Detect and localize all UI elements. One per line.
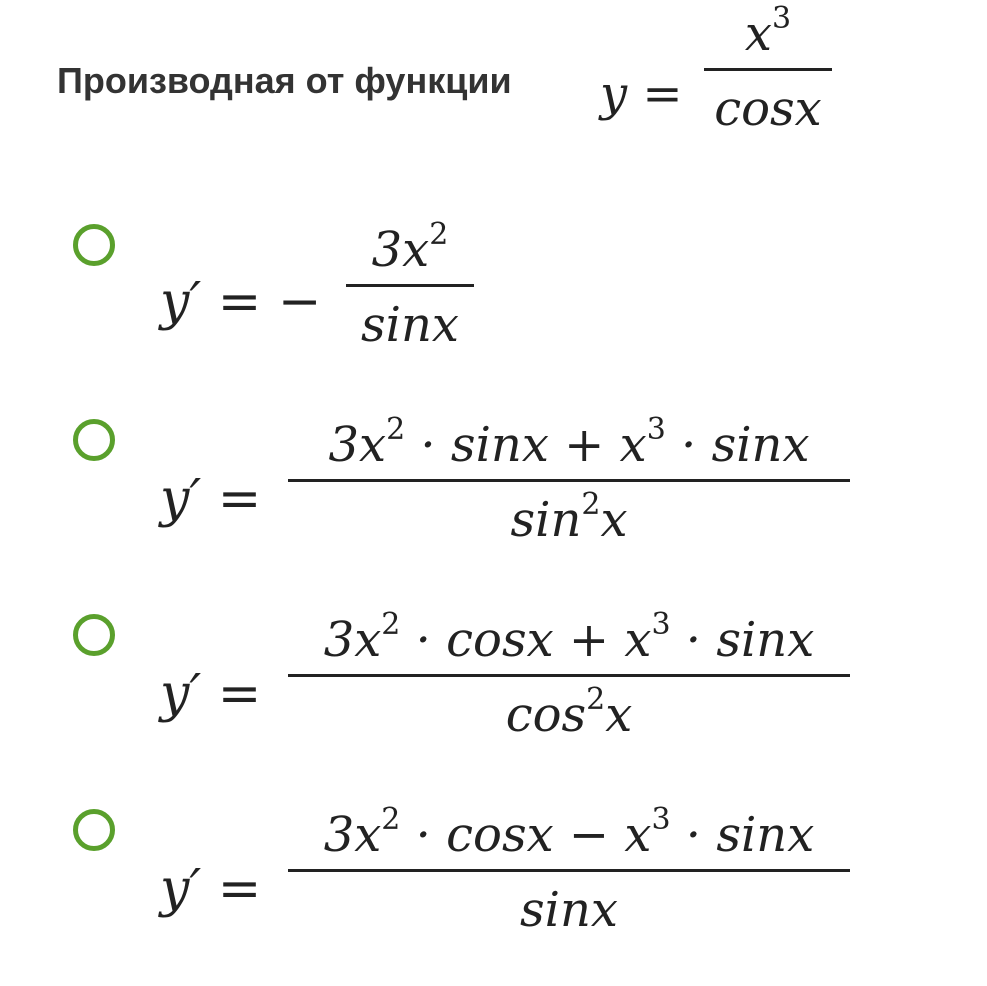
option-4-num-d: · sinx (670, 807, 815, 863)
option-4-lhs: y′ = (160, 859, 262, 919)
question-text: Производная от функции (57, 60, 512, 101)
option-4-num-a-exp: 2 (381, 802, 401, 837)
option-3-lhs: y′ = (160, 664, 262, 724)
option-2-denominator (510, 487, 628, 548)
option-2-num-a: 3x (328, 417, 387, 473)
option-3-denominator (505, 682, 633, 743)
question-function-fraction (704, 1, 832, 137)
option-3-num-d: · sinx (670, 612, 815, 668)
option-2-num-a-exp: 2 (386, 412, 406, 447)
option-1-fraction (346, 217, 474, 353)
question-numerator (744, 1, 792, 62)
option-3-numerator (323, 607, 815, 668)
option-3-fraction-bar (288, 674, 850, 677)
option-2-num-d: · sinx (665, 417, 810, 473)
option-4-num-c-exp: 3 (651, 802, 671, 837)
option-1-fraction-bar (346, 284, 474, 287)
radio-button-option-1[interactable] (73, 224, 115, 266)
question-numerator-exp: 3 (771, 1, 792, 36)
option-2-num-b: · sinx + x (405, 417, 647, 473)
option-4-den: sinx (520, 882, 618, 938)
option-4-numerator (323, 802, 815, 863)
option-3-num-a-exp: 2 (381, 607, 401, 642)
option-3-den-exp: 2 (586, 682, 606, 717)
option-4-num-a: 3x (323, 807, 382, 863)
option-2-numerator (328, 412, 810, 473)
option-1-denominator (361, 297, 459, 353)
radio-button-option-3[interactable] (73, 614, 115, 656)
option-1-numerator (371, 217, 449, 278)
option-1-num-term: 3x (371, 222, 430, 278)
option-3-den-tail: x (605, 687, 633, 743)
question-header (0, 0, 987, 180)
radio-button-option-2[interactable] (73, 419, 115, 461)
option-1-num-exp: 2 (429, 217, 449, 252)
option-3-fraction (288, 607, 850, 743)
option-2-num-c-exp: 3 (646, 412, 666, 447)
option-2-den-exp: 2 (581, 487, 601, 522)
option-2-den: sin (510, 492, 582, 548)
option-4-denominator (520, 882, 618, 938)
option-1-den-term: sinx (361, 297, 459, 353)
option-2-den-tail: x (600, 492, 628, 548)
option-2-fraction (288, 412, 850, 548)
option-3-den: cos (505, 687, 587, 743)
radio-button-option-4[interactable] (73, 809, 115, 851)
question-function-lhs: y = (600, 66, 683, 122)
question-denominator: cosx (714, 81, 822, 137)
option-2-lhs: y′ = (160, 469, 262, 529)
option-3-num-b: · cosx + x (400, 612, 652, 668)
option-1-lhs: y′ = − (160, 272, 322, 332)
question-fraction-bar (704, 68, 832, 71)
option-2-fraction-bar (288, 479, 850, 482)
option-3-num-c-exp: 3 (651, 607, 671, 642)
option-3-num-a: 3x (323, 612, 382, 668)
option-4-num-b: · cosx − x (400, 807, 652, 863)
question-numerator-base: x (744, 6, 772, 62)
option-4-fraction (288, 802, 850, 938)
option-4-fraction-bar (288, 869, 850, 872)
